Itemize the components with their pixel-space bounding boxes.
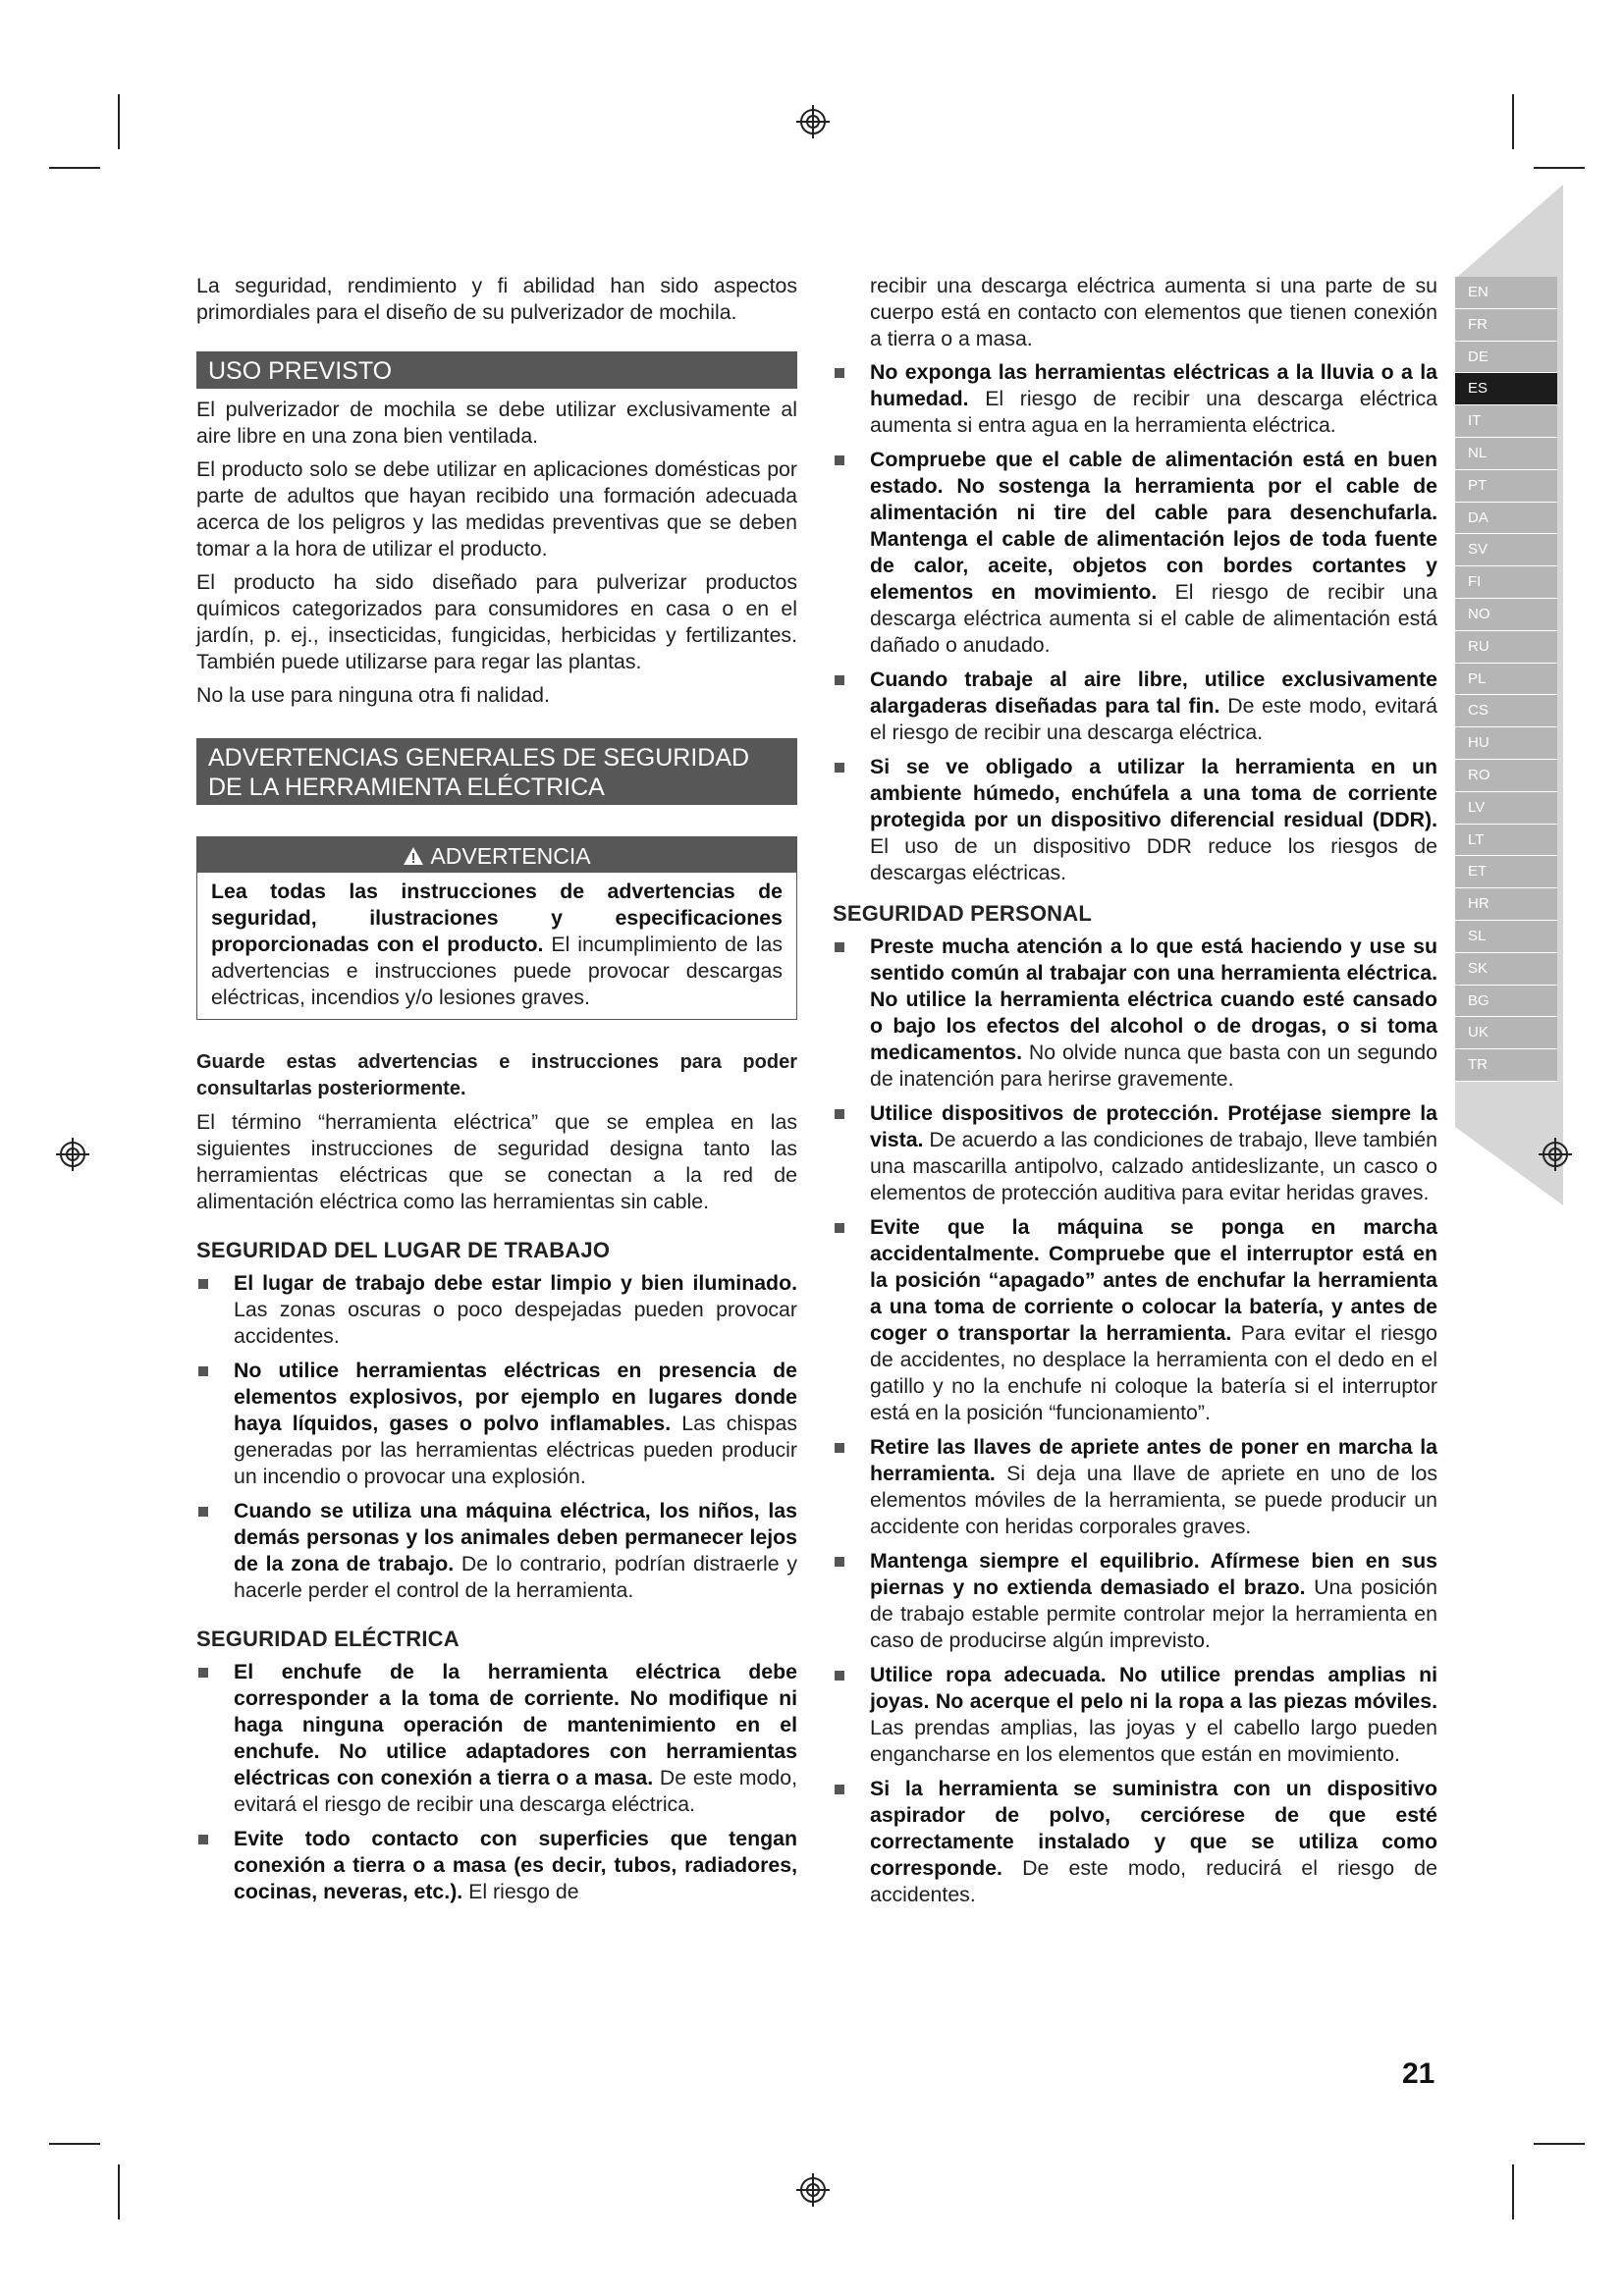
item-text: Las chispas generadas por las herramientas eléctricas pueden producir un incendio o provocar una explosión. xyxy=(234,1412,797,1488)
warning-title-text: ADVERTENCIA xyxy=(430,843,591,869)
language-tab-lv[interactable]: LV xyxy=(1455,792,1557,825)
language-tab-da[interactable]: DA xyxy=(1455,503,1557,535)
paragraph: No la use para ninguna otra fi nalidad. xyxy=(196,683,550,707)
list-item xyxy=(833,1548,1437,1654)
language-tab-uk[interactable]: UK xyxy=(1455,1017,1557,1049)
warning-box xyxy=(196,836,797,1020)
paragraph: El producto ha sido diseñado para pulverizar productos químicos categorizados para consumidores en casa o en el jardín, p. ej., insecticidas, fungicidas, herbicidas y fertilizantes. También puede utilizarse para regar las plantas. xyxy=(196,570,797,673)
list-item xyxy=(833,1100,1437,1206)
language-tab-hr[interactable]: HR xyxy=(1455,888,1557,921)
crop-mark xyxy=(118,94,120,149)
language-tab-tr[interactable]: TR xyxy=(1455,1049,1557,1082)
item-bold-text: Evite todo contacto con superficies que tengan conexión a tierra o a masa (es decir, tubos, radiadores, cocinas, neveras, etc.). xyxy=(234,1827,797,1903)
language-tab-fi[interactable]: FI xyxy=(1455,566,1557,599)
bullet-square-icon xyxy=(835,1109,844,1119)
paragraph: El producto solo se debe utilizar en aplicaciones domésticas por parte de adultos que hayan recibido una formación adecuada acerca de los peligros y las medidas preventivas que se deben tomar a la hora de utilizar el producto. xyxy=(196,457,797,561)
language-tab-it[interactable]: IT xyxy=(1455,405,1557,438)
bullet-square-icon xyxy=(198,1835,208,1844)
item-text: Para evitar el riesgo de accidentes, no desplace la herramienta con el dedo en el gatillo y no la enchufe ni coloque la batería si el interruptor está en la posición “funcionamiento”. xyxy=(870,1321,1437,1424)
subheading-personal: SEGURIDAD PERSONAL xyxy=(833,901,1092,926)
item-text: El riesgo de xyxy=(462,1880,579,1903)
left-column xyxy=(196,273,797,1913)
list-item xyxy=(833,447,1437,659)
language-tab-fr[interactable]: FR xyxy=(1455,309,1557,342)
item-bold-text: Utilice ropa adecuada. No utilice prendas amplias ni joyas. No acerque el pelo ni la ropa a las piezas móviles. xyxy=(870,1663,1437,1713)
item-bold-text: No utilice herramientas eléctricas en presencia de elementos explosivos, por ejemplo en lugares donde haya líquidos, gases o polvo inflamables. xyxy=(234,1359,797,1435)
list-item xyxy=(833,934,1437,1093)
item-bold-text: Evite que la máquina se ponga en marcha accidentalmente. Compruebe que el interruptor está en la posición “apagado” antes de enchufar la herramienta a una toma de corriente o colocar la batería, y antes de coger o transportar la herramienta. xyxy=(870,1215,1437,1345)
item-bold-text: Mantenga siempre el equilibrio. Afírmese bien en sus piernas y no extienda demasiado el brazo. xyxy=(870,1549,1437,1599)
list-item xyxy=(833,359,1437,439)
list-item xyxy=(196,1498,797,1604)
registration-mark-icon xyxy=(795,104,831,139)
language-tab-et[interactable]: ET xyxy=(1455,856,1557,888)
registration-mark-icon xyxy=(55,1137,90,1172)
list-item xyxy=(196,1270,797,1350)
language-tab-pt[interactable]: PT xyxy=(1455,470,1557,503)
bullet-square-icon xyxy=(198,1668,208,1678)
list-item xyxy=(196,1826,797,1905)
crop-mark xyxy=(1512,94,1514,149)
list-item xyxy=(833,1776,1437,1908)
item-bold-text: Utilice dispositivos de protección. Protéjase siempre la vista. xyxy=(870,1101,1437,1151)
language-tab-ro[interactable]: RO xyxy=(1455,760,1557,792)
crop-mark xyxy=(49,2143,100,2145)
language-tabs xyxy=(1455,277,1557,1082)
list-item xyxy=(833,1434,1437,1540)
page-number: 21 xyxy=(1402,2057,1435,2090)
crop-mark xyxy=(1534,2143,1585,2145)
bullet-list-electrica xyxy=(196,1659,797,1905)
item-text: Si deja una llave de apriete en uno de los elementos móviles de la herramienta, se puede producir un accidente con heridas corporales graves. xyxy=(870,1462,1437,1538)
crop-mark xyxy=(1534,167,1585,169)
language-tab-sl[interactable]: SL xyxy=(1455,921,1557,953)
subheading-lugar: SEGURIDAD DEL LUGAR DE TRABAJO xyxy=(196,1238,611,1262)
bullet-square-icon xyxy=(835,368,844,378)
bullet-square-icon xyxy=(835,1785,844,1794)
bullet-square-icon xyxy=(198,1366,208,1376)
item-bold-text: Preste mucha atención a lo que está haciendo y use su sentido común al trabajar con una herramienta eléctrica. No utilice la herramienta eléctrica cuando esté cansado o bajo los efectos del alcohol o de drogas, o si toma medicamentos. xyxy=(870,934,1437,1064)
language-tab-nl[interactable]: NL xyxy=(1455,438,1557,470)
warning-bold: Lea todas las instrucciones de advertencias de seguridad, ilustraciones y especificaciones proporcionadas con el producto. xyxy=(211,880,783,956)
item-text: De acuerdo a las condiciones de trabajo, lleve también una mascarilla antipolvo, calzado antideslizante, un casco o elementos de protección auditiva para evitar heridas graves. xyxy=(870,1128,1437,1204)
registration-mark-icon xyxy=(1538,1137,1573,1172)
language-tab-en[interactable]: EN xyxy=(1455,277,1557,309)
item-bold-text: El enchufe de la herramienta eléctrica debe corresponder a la toma de corriente. No modifique ni haga ninguna operación de mantenimiento en el enchufe. No utilice adaptadores con herramientas eléctricas con conexión a tierra o a masa. xyxy=(234,1660,797,1789)
list-item xyxy=(196,1358,797,1490)
item-bold-text: El lugar de trabajo debe estar limpio y bien iluminado. xyxy=(234,1271,797,1295)
item-text: De este modo, reducirá el riesgo de accidentes. xyxy=(870,1856,1437,1906)
keep-instructions-note: Guarde estas advertencias e instrucciones para poder consultarlas posteriormente. xyxy=(196,1051,797,1099)
item-text: El riesgo de recibir una descarga eléctrica aumenta si entra agua en la herramienta eléctrica. xyxy=(870,387,1437,437)
item-bold-text: Si la herramienta se suministra con un dispositivo aspirador de polvo, cerciórese de que esté correctamente instalado y que se utiliza como corresponde. xyxy=(870,1777,1437,1880)
language-tab-sv[interactable]: SV xyxy=(1455,534,1557,566)
language-tab-no[interactable]: NO xyxy=(1455,599,1557,631)
bullet-square-icon xyxy=(835,763,844,773)
language-tab-bg[interactable]: BG xyxy=(1455,986,1557,1018)
list-item xyxy=(196,1659,797,1818)
item-bold-text: Retire las llaves de apriete antes de poner en marcha la herramienta. xyxy=(870,1435,1437,1485)
crop-mark xyxy=(49,167,100,169)
item-text: De este modo, evitará el riesgo de recibir una descarga eléctrica. xyxy=(870,694,1438,744)
bullet-square-icon xyxy=(198,1279,208,1289)
item-text: De lo contrario, podrían distraerle y hacerle perder el control de la herramienta. xyxy=(234,1552,797,1602)
list-item xyxy=(833,1214,1437,1426)
registration-mark-icon xyxy=(795,2172,831,2208)
bullet-square-icon xyxy=(835,455,844,465)
language-tab-de[interactable]: DE xyxy=(1455,342,1557,374)
bullet-list-electrica-cont xyxy=(833,359,1437,886)
list-item xyxy=(833,754,1437,886)
language-tab-pl[interactable]: PL xyxy=(1455,664,1557,696)
bullet-square-icon xyxy=(198,1507,208,1517)
crop-mark xyxy=(1512,2164,1514,2219)
item-text: El uso de un dispositivo DDR reduce los riesgos de descargas eléctricas. xyxy=(870,834,1437,884)
bullet-square-icon xyxy=(835,1223,844,1233)
item-bold-text: Compruebe que el cable de alimentación está en buen estado. No sostenga la herramienta por el cable de alimentación ni tire del cable para desenchufarla. Mantenga el cable de alimentación lejos de toda fuente de calor, aceite, objetos con bordes cortantes y elementos en movimiento. xyxy=(870,448,1437,604)
item-text: Las prendas amplias, las joyas y el cabello largo pueden engancharse en los elementos que están en movimiento. xyxy=(870,1716,1437,1766)
bullet-square-icon xyxy=(835,942,844,952)
language-tab-hu[interactable]: HU xyxy=(1455,727,1557,760)
subheading-electrica: SEGURIDAD ELÉCTRICA xyxy=(196,1627,460,1651)
language-tab-ru[interactable]: RU xyxy=(1455,631,1557,664)
item-bold-text: Cuando se utiliza una máquina eléctrica, los niños, las demás personas y los animales deben permanecer lejos de la zona de trabajo. xyxy=(234,1499,797,1575)
bullet-list-lugar xyxy=(196,1270,797,1604)
item-bold-text: Si se ve obligado a utilizar la herramienta en un ambiente húmedo, enchúfela a una toma de corriente protegida por un dispositivo diferencial residual (DDR). xyxy=(870,755,1437,831)
warning-body xyxy=(197,873,796,1019)
section-heading-uso: USO PREVISTO xyxy=(196,351,797,389)
item-text: El riesgo de recibir una descarga eléctrica aumenta si el cable de alimentación está dañado o anudado. xyxy=(870,580,1437,657)
language-tab-sk[interactable]: SK xyxy=(1455,953,1557,986)
language-tab-es[interactable]: ES xyxy=(1455,373,1557,405)
bullet-square-icon xyxy=(835,675,844,685)
language-tab-lt[interactable]: LT xyxy=(1455,825,1557,857)
section-heading-advertencias: ADVERTENCIAS GENERALES DE SEGURIDAD DE LA HERRAMIENTA ELÉCTRICA xyxy=(196,738,797,805)
item-text: Las zonas oscuras o poco despejadas pueden provocar accidentes. xyxy=(234,1298,797,1348)
warning-title xyxy=(197,837,796,873)
item-text: No olvide nunca que basta con un segundo de inatención para herirse gravemente. xyxy=(870,1041,1437,1091)
bullet-list-personal xyxy=(833,934,1437,1908)
list-item xyxy=(833,1662,1437,1768)
paragraph: El pulverizador de mochila se debe utilizar exclusivamente al aire libre en una zona bien ventilada. xyxy=(196,398,797,448)
item-bold-text: No exponga las herramientas eléctricas a la lluvia o a la humedad. xyxy=(870,360,1437,410)
item-text: Una posición de trabajo estable permite controlar mejor la herramienta en caso de producirse algún imprevisto. xyxy=(870,1575,1437,1652)
warning-text xyxy=(211,879,783,1011)
item-bold-text: Cuando trabaje al aire libre, utilice exclusivamente alargaderas diseñadas para tal fin. xyxy=(870,667,1437,718)
paragraph: El término “herramienta eléctrica” que se emplea en las siguientes instrucciones de seguridad designa tanto las herramientas eléctricas que se conectan a la red de alimentación eléctrica como las herramientas sin cable. xyxy=(196,1110,797,1213)
bullet-square-icon xyxy=(835,1671,844,1681)
bullet-square-icon xyxy=(835,1557,844,1567)
continued-paragraph: recibir una descarga eléctrica aumenta si una parte de su cuerpo está en contacto con elementos que tienen conexión a tierra o a masa. xyxy=(870,274,1437,350)
right-column xyxy=(833,273,1437,1916)
warning-triangle-icon xyxy=(403,846,424,866)
crop-mark xyxy=(118,2164,120,2219)
intro-paragraph: La seguridad, rendimiento y fi abilidad han sido aspectos primordiales para el diseño de su pulverizador de mochila. xyxy=(196,274,797,324)
bullet-square-icon xyxy=(835,1443,844,1453)
list-item xyxy=(833,667,1437,746)
language-tab-cs[interactable]: CS xyxy=(1455,695,1557,727)
warning-normal: El incumplimiento de las advertencias e instrucciones puede provocar descargas eléctricas, incendios y/o lesiones graves. xyxy=(211,933,783,1009)
item-text: De este modo, evitará el riesgo de recibir una descarga eléctrica. xyxy=(234,1766,797,1816)
